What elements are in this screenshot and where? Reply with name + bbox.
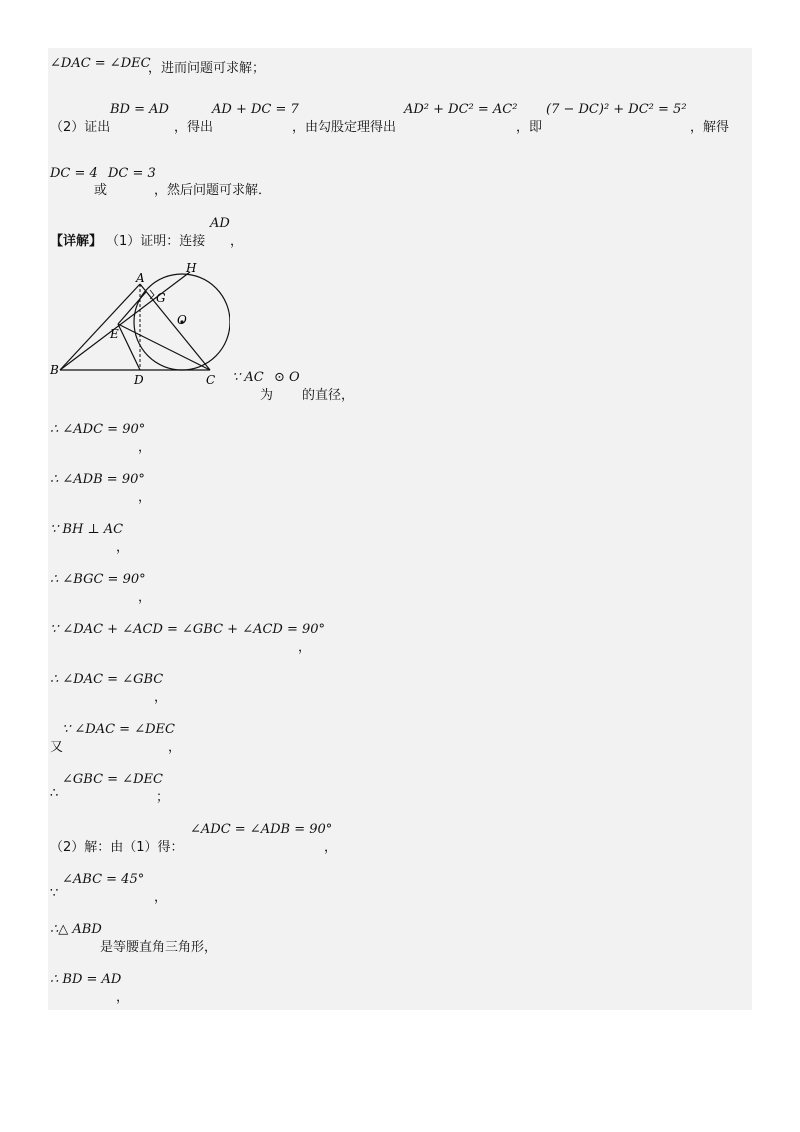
segment-ba [60,284,140,370]
text-l2-3: ，即 [516,120,543,135]
label-h: H [186,262,197,275]
math-ad: AD [210,216,230,231]
stmt-dac-gbc: ∴ ∠DAC = ∠GBC [50,672,164,687]
math-equation: (7 − DC)² + DC² = 5² [546,102,687,117]
comma-11: ， [116,990,130,1005]
segment-ec [118,324,210,370]
semicolon: ； [156,790,170,805]
text-l2-2: ，由勾股定理得出 [292,120,397,135]
text-l2-1: ，得出 [174,120,214,135]
math-pythag: AD² + DC² = AC² [404,102,518,117]
text-therefore: ∴ [50,786,59,801]
stmt-bgc-90: ∴ ∠BGC = 90° [50,572,146,587]
math-ad-dc-7: AD + DC = 7 [212,102,299,117]
math-circle-o: ⊙ O [274,370,300,385]
segment-ac [140,284,210,370]
geometry-figure [50,262,230,390]
stmt-abc-45: ∠ABC = 45° [62,872,145,887]
stmt-adb-90: ∴ ∠ADB = 90° [50,472,145,487]
comma-9: ， [154,890,168,905]
math-dac-dec: ∠DAC = ∠DEC [50,56,151,71]
math-bd-ad: BD = AD [110,102,169,117]
label-e: E [110,327,119,341]
text-l2-4: ，解得 [690,120,730,135]
comma-7: ， [168,740,182,755]
content-panel [48,48,752,1010]
label-g: G [156,291,166,305]
stmt-gbc-dec: ∠GBC = ∠DEC [62,772,163,787]
detail-comma: ， [230,234,244,249]
math-dc-3: DC = 3 [108,166,156,181]
detail-label: 【详解】 [50,234,103,249]
detail-text: （1）证明：连接 [106,234,206,249]
text-p2: （2）解：由（1）得： [50,840,184,855]
text-l1: ，进而问题可求解； [148,61,266,76]
text-l3: ，然后问题可求解． [154,183,272,198]
text-because: ∵ [50,886,59,901]
comma-5: ， [298,640,312,655]
label-c: C [206,373,216,387]
label-a: A [136,271,145,285]
label-b: B [50,363,59,377]
stmt-bh-perp-ac: ∵ BH ⊥ AC [50,522,124,537]
text-diameter: 的直径， [302,388,355,403]
stmt-triangle-abd: ∴△ ABD [50,922,102,937]
comma-p2: ， [324,840,338,855]
comma-1: ， [138,440,152,455]
math-dc-4: DC = 4 [50,166,98,181]
math-adc-adb-90: ∠ADC = ∠ADB = 90° [190,822,333,837]
label-o: O [177,313,187,327]
text-l2-prefix: （2）证出 [50,120,111,135]
text-isosceles: 是等腰直角三角形， [100,940,218,955]
text-also: 又 [50,740,64,755]
comma-6: ， [154,690,168,705]
stmt-bd-ad: ∴ BD = AD [50,972,122,987]
text-or: 或 [94,183,108,198]
stmt-adc-90: ∴ ∠ADC = 90° [50,422,146,437]
label-d: D [134,373,144,387]
comma-2: ， [138,490,152,505]
comma-3: ， [116,540,130,555]
math-since-ac: ∵ AC [232,370,264,385]
stmt-angle-sum: ∵ ∠DAC + ∠ACD = ∠GBC + ∠ACD = 90° [50,622,326,637]
text-is: 为 [260,388,274,403]
comma-4: ， [138,590,152,605]
stmt-dac-dec: ∵ ∠DAC = ∠DEC [62,722,175,737]
segment-ed [118,324,140,370]
